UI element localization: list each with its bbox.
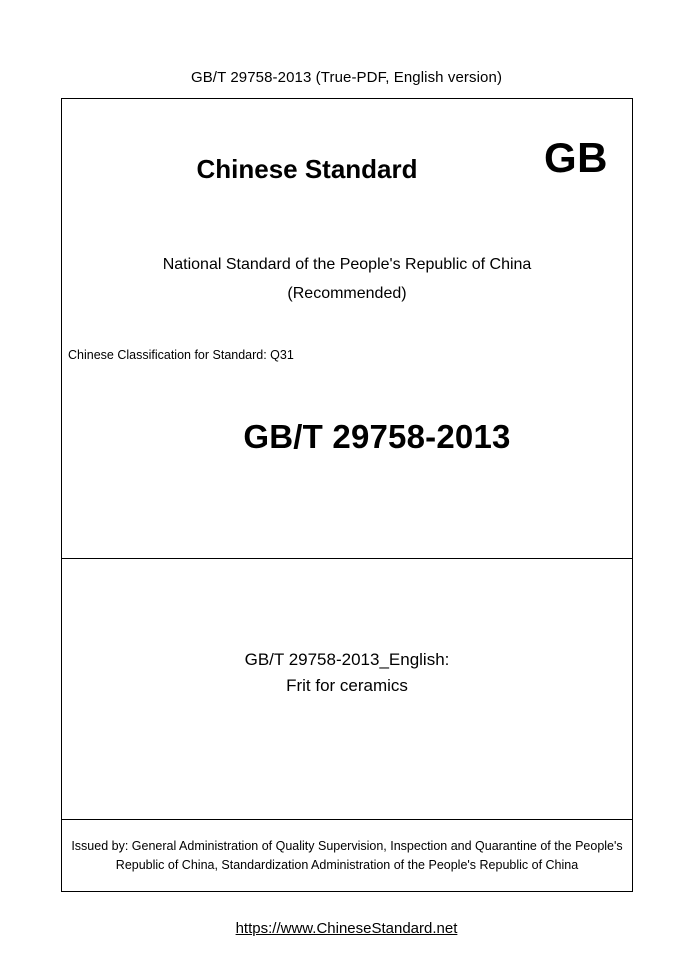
- cover-english-title-line2: Frit for ceramics: [286, 676, 408, 696]
- cover-middle-section: [62, 559, 632, 819]
- document-header-title: GB/T 29758-2013 (True-PDF, English version): [190, 69, 503, 86]
- cover-subtitle: [62, 257, 632, 302]
- website-link[interactable]: https://www.ChineseStandard.net: [235, 920, 458, 937]
- cover-standard-number: GB/T 29758-2013: [243, 417, 511, 455]
- cover-subtitle-line2: (Recommended): [287, 285, 407, 302]
- gb-logo: GB: [544, 134, 608, 181]
- cover-issued-by: Issued by: General Administration of Quality Supervision, Inspection and Quarantine of the People's Republic of China, Standardization Administration of the People's Republic of China: [71, 839, 623, 872]
- cover-english-title: [62, 647, 632, 700]
- cover-classification: Chinese Classification for Standard: Q31: [68, 348, 294, 362]
- cover-subtitle-line1: National Standard of the People's Republic of China: [162, 256, 532, 273]
- cover-top-section: [62, 99, 632, 559]
- cover-english-title-line1: GB/T 29758-2013_English:: [244, 650, 450, 669]
- cover-frame: [61, 98, 633, 892]
- cover-main-title: Chinese Standard: [196, 154, 418, 184]
- cover-issuer-section: [62, 819, 632, 891]
